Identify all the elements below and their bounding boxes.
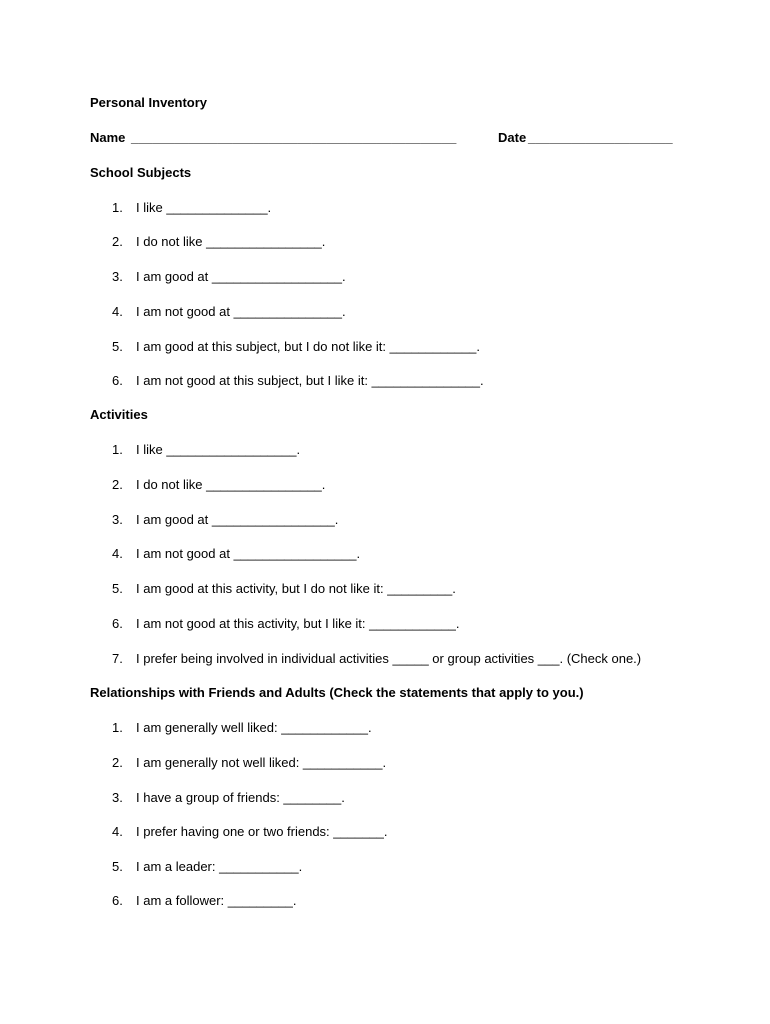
list-item-number: 7. xyxy=(112,651,123,666)
list-item-number: 2. xyxy=(112,477,123,492)
date-field[interactable]: ____________________ xyxy=(528,130,673,145)
list-item-number: 4. xyxy=(112,824,123,839)
list-item[interactable]: I am a follower: _________. xyxy=(136,893,297,908)
list-item[interactable]: I am not good at this subject, but I like it: _______________. xyxy=(136,373,484,388)
list-item-number: 4. xyxy=(112,304,123,319)
section-heading-relationships: Relationships with Friends and Adults (Check the statements that apply to you.) xyxy=(90,685,584,700)
list-item[interactable]: I am generally well liked: ____________. xyxy=(136,720,372,735)
list-item[interactable]: I do not like ________________. xyxy=(136,234,326,249)
list-item-number: 3. xyxy=(112,512,123,527)
list-item[interactable]: I am good at this activity, but I do not like it: _________. xyxy=(136,581,456,596)
list-item-number: 3. xyxy=(112,269,123,284)
section-heading-activities: Activities xyxy=(90,407,148,422)
list-item[interactable]: I am not good at this activity, but I like it: ____________. xyxy=(136,616,460,631)
list-item[interactable]: I am not good at _________________. xyxy=(136,546,361,561)
section-heading-school-subjects: School Subjects xyxy=(90,165,192,180)
list-item-number: 2. xyxy=(112,755,123,770)
name-label: Name xyxy=(90,130,126,145)
list-item-number: 5. xyxy=(112,339,123,354)
date-label: Date xyxy=(498,130,527,145)
list-item[interactable]: I like __________________. xyxy=(136,442,301,457)
list-item[interactable]: I am generally not well liked: ___________. xyxy=(136,755,387,770)
list-item-number: 5. xyxy=(112,581,123,596)
list-item-number: 5. xyxy=(112,859,123,874)
list-item-number: 2. xyxy=(112,234,123,249)
list-item-number: 1. xyxy=(112,200,123,215)
list-item[interactable]: I am not good at _______________. xyxy=(136,304,346,319)
list-item[interactable]: I am a leader: ___________. xyxy=(136,859,303,874)
list-item[interactable]: I have a group of friends: ________. xyxy=(136,790,345,805)
list-item-number: 1. xyxy=(112,720,123,735)
list-item[interactable]: I am good at _________________. xyxy=(136,512,339,527)
list-item-number: 3. xyxy=(112,790,123,805)
page-title: Personal Inventory xyxy=(90,95,208,110)
list-item-number: 4. xyxy=(112,546,123,561)
list-item-number: 6. xyxy=(112,616,123,631)
list-item[interactable]: I do not like ________________. xyxy=(136,477,326,492)
list-item[interactable]: I prefer having one or two friends: _______. xyxy=(136,824,388,839)
list-item[interactable]: I prefer being involved in individual activities _____ or group activities ___. (Check one.) xyxy=(136,651,642,666)
name-field[interactable]: _____________________________________________ xyxy=(131,130,457,145)
list-item-number: 6. xyxy=(112,373,123,388)
list-item-number: 6. xyxy=(112,893,123,908)
list-item[interactable]: I am good at this subject, but I do not like it: ____________. xyxy=(136,339,481,354)
list-item-number: 1. xyxy=(112,442,123,457)
list-item[interactable]: I like ______________. xyxy=(136,200,272,215)
list-item[interactable]: I am good at __________________. xyxy=(136,269,346,284)
